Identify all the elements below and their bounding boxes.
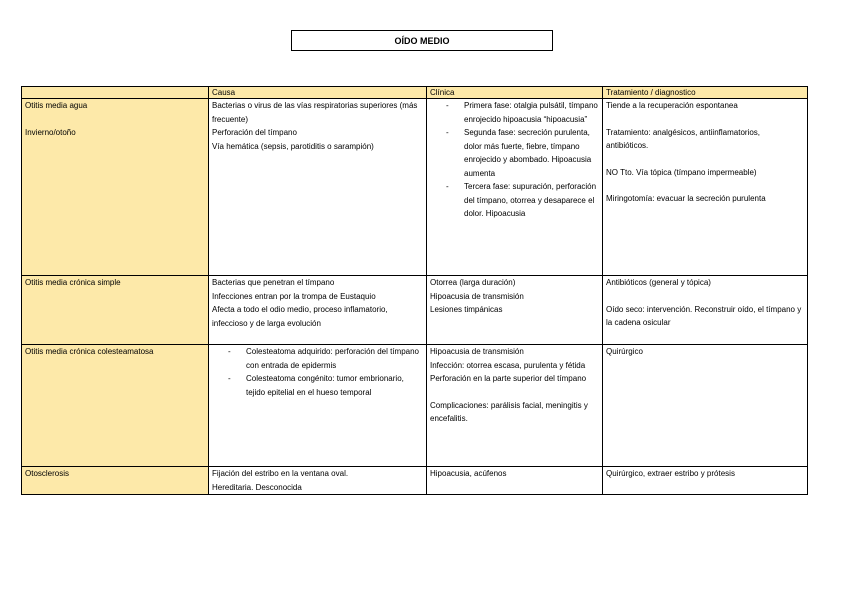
clinica-cell [427,99,603,276]
clinica-line: Hipoacusia, acúfenos [430,469,507,478]
tratamiento-line: Tiende a la recuperación espontanea [606,101,738,110]
causa-line: Afecta a todo el odio medio, proceso inflamatorio, infeccioso y de larga evolución [212,305,388,328]
table-row [22,345,808,467]
tratamiento-cell [603,99,808,276]
tratamiento-line: Oído seco: intervención. Reconstruir oído, el tímpano y la cadena osicular [606,304,802,327]
row-subtitle: Invierno/otoño [25,127,76,137]
header-clinica: Clínica [427,87,603,99]
row-title: Otitis media crónica simple [25,278,121,287]
row-title: Otosclerosis [25,469,70,478]
tratamiento-line: Miringotomía: evacuar la secreción purulenta [606,194,766,203]
tratamiento-line: Antibióticos (general y tópica) [606,278,711,287]
page-title-text: OÍDO MEDIO [394,35,450,46]
causa-line: Vía hemática (sepsis, parotiditis o sarampión) [212,141,374,151]
causa-line: Bacterias que penetran el tímpano [212,278,335,287]
clinica-cell [427,276,603,345]
header-tratamiento: Tratamiento / diagnostico [603,87,808,99]
table-row [22,99,808,276]
tratamiento-line: Tratamiento: analgésicos, antiinflamatorios, antibióticos. [606,127,760,150]
tratamiento-cell [603,276,808,345]
clinica-item: - Segunda fase: secreción purulenta, dolor más fuerte, fiebre, tímpano enrojecido y abombado. Hipoacusia aumenta [430,126,599,180]
causa-cell [209,276,427,345]
clinica-item: - Tercera fase: supuración, perforación del tímpano, otorrea y desaparece el dolor. Hipoacusia [430,180,599,221]
clinica-cell [427,467,603,495]
clinica-line: Otorrea (larga duración) [430,278,516,287]
table-row [22,467,808,495]
causa-line: Infecciones entran por la trompa de Eustaquio [212,291,376,301]
clinica-line: Hipoacusia de transmisión [430,291,524,301]
causa-line: Perforación del tímpano [212,128,297,137]
header-empty [22,87,209,99]
clinica-line: Lesiones timpánicas [430,305,503,314]
causa-line: Hereditaria. Desconocida [212,482,302,492]
clinica-line: Infección: otorrea escasa, purulenta y fétida [430,360,586,370]
tratamiento-cell [603,467,808,495]
header-row [22,87,808,99]
causa-cell [209,99,427,276]
tratamiento-line: Quirúrgico, extraer estribo y prótesis [606,469,735,478]
clinica-line: Complicaciones: parálisis facial, meningitis y encefalitis. [430,400,588,423]
causa-item: - Colesteatoma congénito: tumor embrionario, tejido epitelial en el hueso temporal [212,372,423,399]
summary-table [21,86,808,495]
tratamiento-line: NO Tto. Vía tópica (tímpano impermeable) [606,167,757,177]
clinica-list [430,99,599,221]
page-title [291,30,553,51]
causa-cell [209,467,427,495]
causa-list [212,345,423,399]
clinica-cell [427,345,603,467]
clinica-item: - Primera fase: otalgia pulsátil, tímpano enrojecido hipoacusia “hipoacusia” [430,99,599,126]
row-title: Otitis media agua [25,101,88,110]
row-title-cell [22,99,209,276]
header-causa: Causa [209,87,427,99]
causa-cell [209,345,427,467]
row-title-cell [22,467,209,495]
tratamiento-line: Quirúrgico [606,347,643,356]
causa-line: Fijación del estribo en la ventana oval. [212,469,349,478]
clinica-line: Perforación en la parte superior del tímpano [430,374,587,383]
row-title-cell [22,345,209,467]
causa-line: Bacterias o virus de las vías respiratorias superiores (más frecuente) [212,101,418,124]
row-title: Otitis media crónica colesteamatosa [25,347,154,356]
causa-item: - Colesteatoma adquirido: perforación del tímpano con entrada de epidermis [212,345,423,372]
row-title-cell [22,276,209,345]
tratamiento-cell [603,345,808,467]
clinica-line: Hipoacusia de transmisión [430,347,524,356]
table-row [22,276,808,345]
